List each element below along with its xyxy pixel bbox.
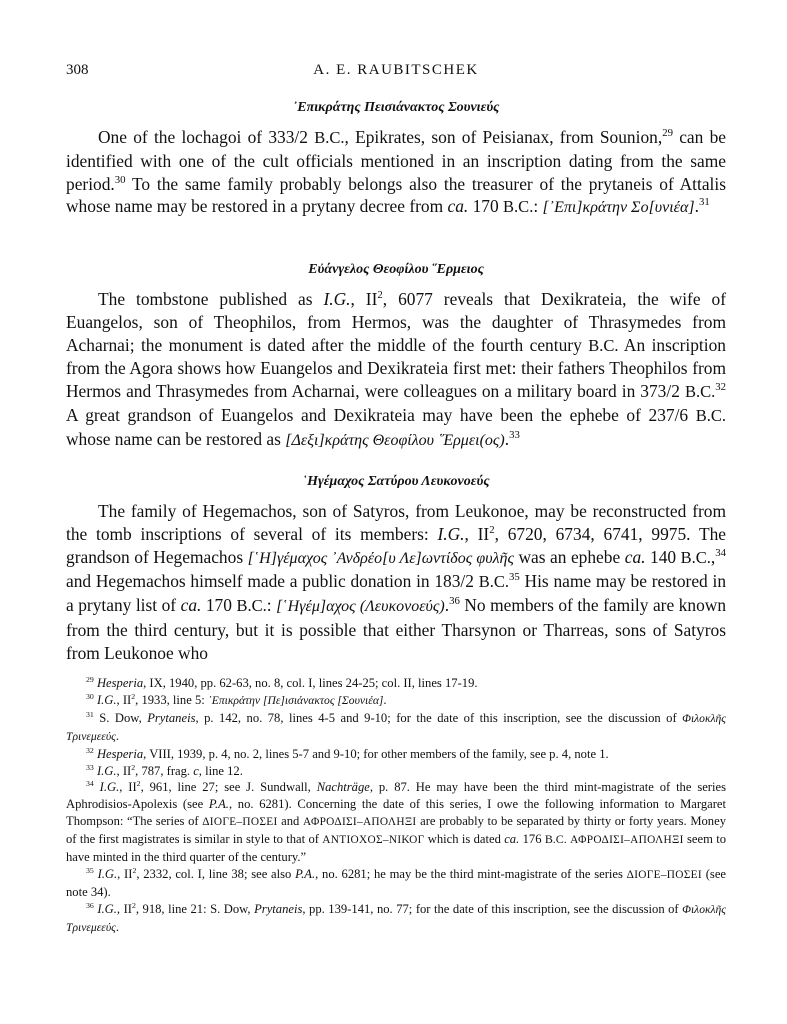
footnote-ref: 36 — [449, 595, 460, 608]
paragraph: The tombstone published as I.G., $II^2$, 6077 reveals that Dexikrateia, the wife of Euangelos, son of Theophilos, from Hermos, was the daughter of Thrasymedes from Acharnai; the monument is dated after the middle of the fourth century B.C. An inscription from the Agora shows how Euangelos and Dexikrateia first met: their fathers Theophilos from Hermos and Thrasymedes from Acharnai, were colleagues on a military board in 373/2 B.C.$^{32}$ A great grandson of Euangelos and Dexikrateia may have been the ephebe of 237/6 B.C. whose name can be restored as [Δεξι]κράτης Θεοφίλου ῞Ερμει(ος).$^{33}$ — [66, 289, 726, 449]
section-title: ᾿Επικράτης Πεισιάνακτος Σουνιεύς — [292, 100, 500, 115]
footnote-ref: 29 — [662, 127, 673, 140]
footnote-36: $^{36}$ I.G., $II^2$, 918, line 21: S. Dow, Prytaneis, pp. 139-141, no. 77; for the date of this inscription, see the discussion of Φιλοκλῆς Τρινεμεεύς. — [66, 900, 727, 934]
footnote-34: $^{34}$ I.G., $II^2$, 961, line 27; see J. Sundwall, Nachträge, p. 87. He may have been the third mint-magistrate of the series Aphrodisios-Apolexis (see P.A., no. 6281). Concerning the date of this series, I owe the following information to Margaret Thompson: “The series of ΔΙΟΓΕ–ΠΟΣΕΙ and ΑΦΡΟΔΙΣΙ–ΑΠΟΛΗΞΙ are probably to be separated by thirty or forty years. Money of the first magistrates is similar in style to that of ΑΝΤΙΟΧΟΣ–ΝΙΚΟΓ which is dated ca. 176 B.C. ΑΦΡΟΔΙΣΙ–ΑΠΟΛΗΞΙ seem to have minted in the third quarter of the century.” — [66, 779, 727, 865]
footnote-ref: 32 — [715, 381, 726, 394]
footnote-30: $^{30}$ I.G., $II^2$, 1933, line 5: ᾿Επικράτην [Πε]ισιάνακτος [Σουνιέα]. — [86, 691, 387, 707]
paragraph: One of the lochagoi of 333/2 B.C., Epikrates, son of Peisianax, from Sounion,$^{29}$ can be identified with one of the cult officials mentioned in an inscription dating from the same period.$^{30}$ To the same family probably belongs also the treasurer of the prytaneis of Attalis whose name may be restored in a prytany decree from ca. 170 B.C.: [᾿Επι]κράτην Σο[υνιέα].$^{31}$ — [66, 127, 727, 217]
running-head: A. E. RAUBITSCHEK — [313, 62, 479, 78]
footnote-ref: 35 — [509, 571, 520, 584]
section-title: ῾Ηγέμαχος Σατύρου Λευκονοεύς — [302, 474, 490, 489]
footnote-ref: 34 — [715, 546, 727, 559]
page-header — [66, 62, 726, 82]
section-epikrates — [66, 100, 726, 220]
page-number: 308 — [66, 62, 89, 78]
footnote-29: $^{29}$ Hesperia, IX, 1940, pp. 62-63, no. 8, col. I, lines 24-25; col. II, lines 17-19. — [86, 674, 478, 690]
footnote-31: $^{31}$ S. Dow, Prytaneis, p. 142, no. 78, lines 4-5 and 9-10; for the date of this inscription, see the discussion of Φιλοκλῆς Τρινεμεεύς. — [66, 709, 726, 743]
paragraph: The family of Hegemachos, son of Satyros, from Leukonoe, may be reconstructed from the tomb inscriptions of several of its members: I.G., $II^2$, 6720, 6734, 6741, 9975. The grandson of Hegemachos [῾Η]γέμαχος ᾿Ανδρέο[υ Λε]ωντίδος φυλῆς was an ephebe ca. 140 B.C.,$^{34}$ and Hegemachos himself made a public donation in 183/2 B.C.$^{35}$ His name may be restored in a prytany list of ca. 170 B.C.: [῾Ηγέμ]αχος (Λευκονοεύς).$^{36}$ No members of the family are known from the third century, but it is possible that either Tharsynon or Tharreas, sons of Satyros from Leukonoe who — [66, 501, 727, 663]
footnote-ref: 30 — [114, 173, 126, 186]
section-euangelos — [66, 262, 726, 453]
footnote-33: $^{33}$ I.G., $II^2$, 787, frag. c, line 12. — [86, 762, 243, 778]
footnotes — [66, 675, 726, 937]
footnote-ref: 31 — [698, 196, 710, 209]
footnote-32: $^{32}$ Hesperia, VIII, 1939, p. 4, no. 2, lines 5-7 and 9-10; for other members of the family, see p. 4, note 1. — [86, 745, 609, 761]
footnote-35: $^{35}$ I.G., $II^2$, 2332, col. I, line 38; see also P.A., no. 6281; he may be the third mint-magistrate of the series ΔΙΟΓΕ–ΠΟΣΕΙ (see note 34). — [66, 865, 726, 899]
section-hegemachos — [66, 474, 726, 665]
section-title: Εὐάνγελος Θεοφίλου ῞Ερμειος — [308, 262, 484, 277]
footnote-ref: 33 — [509, 428, 520, 441]
